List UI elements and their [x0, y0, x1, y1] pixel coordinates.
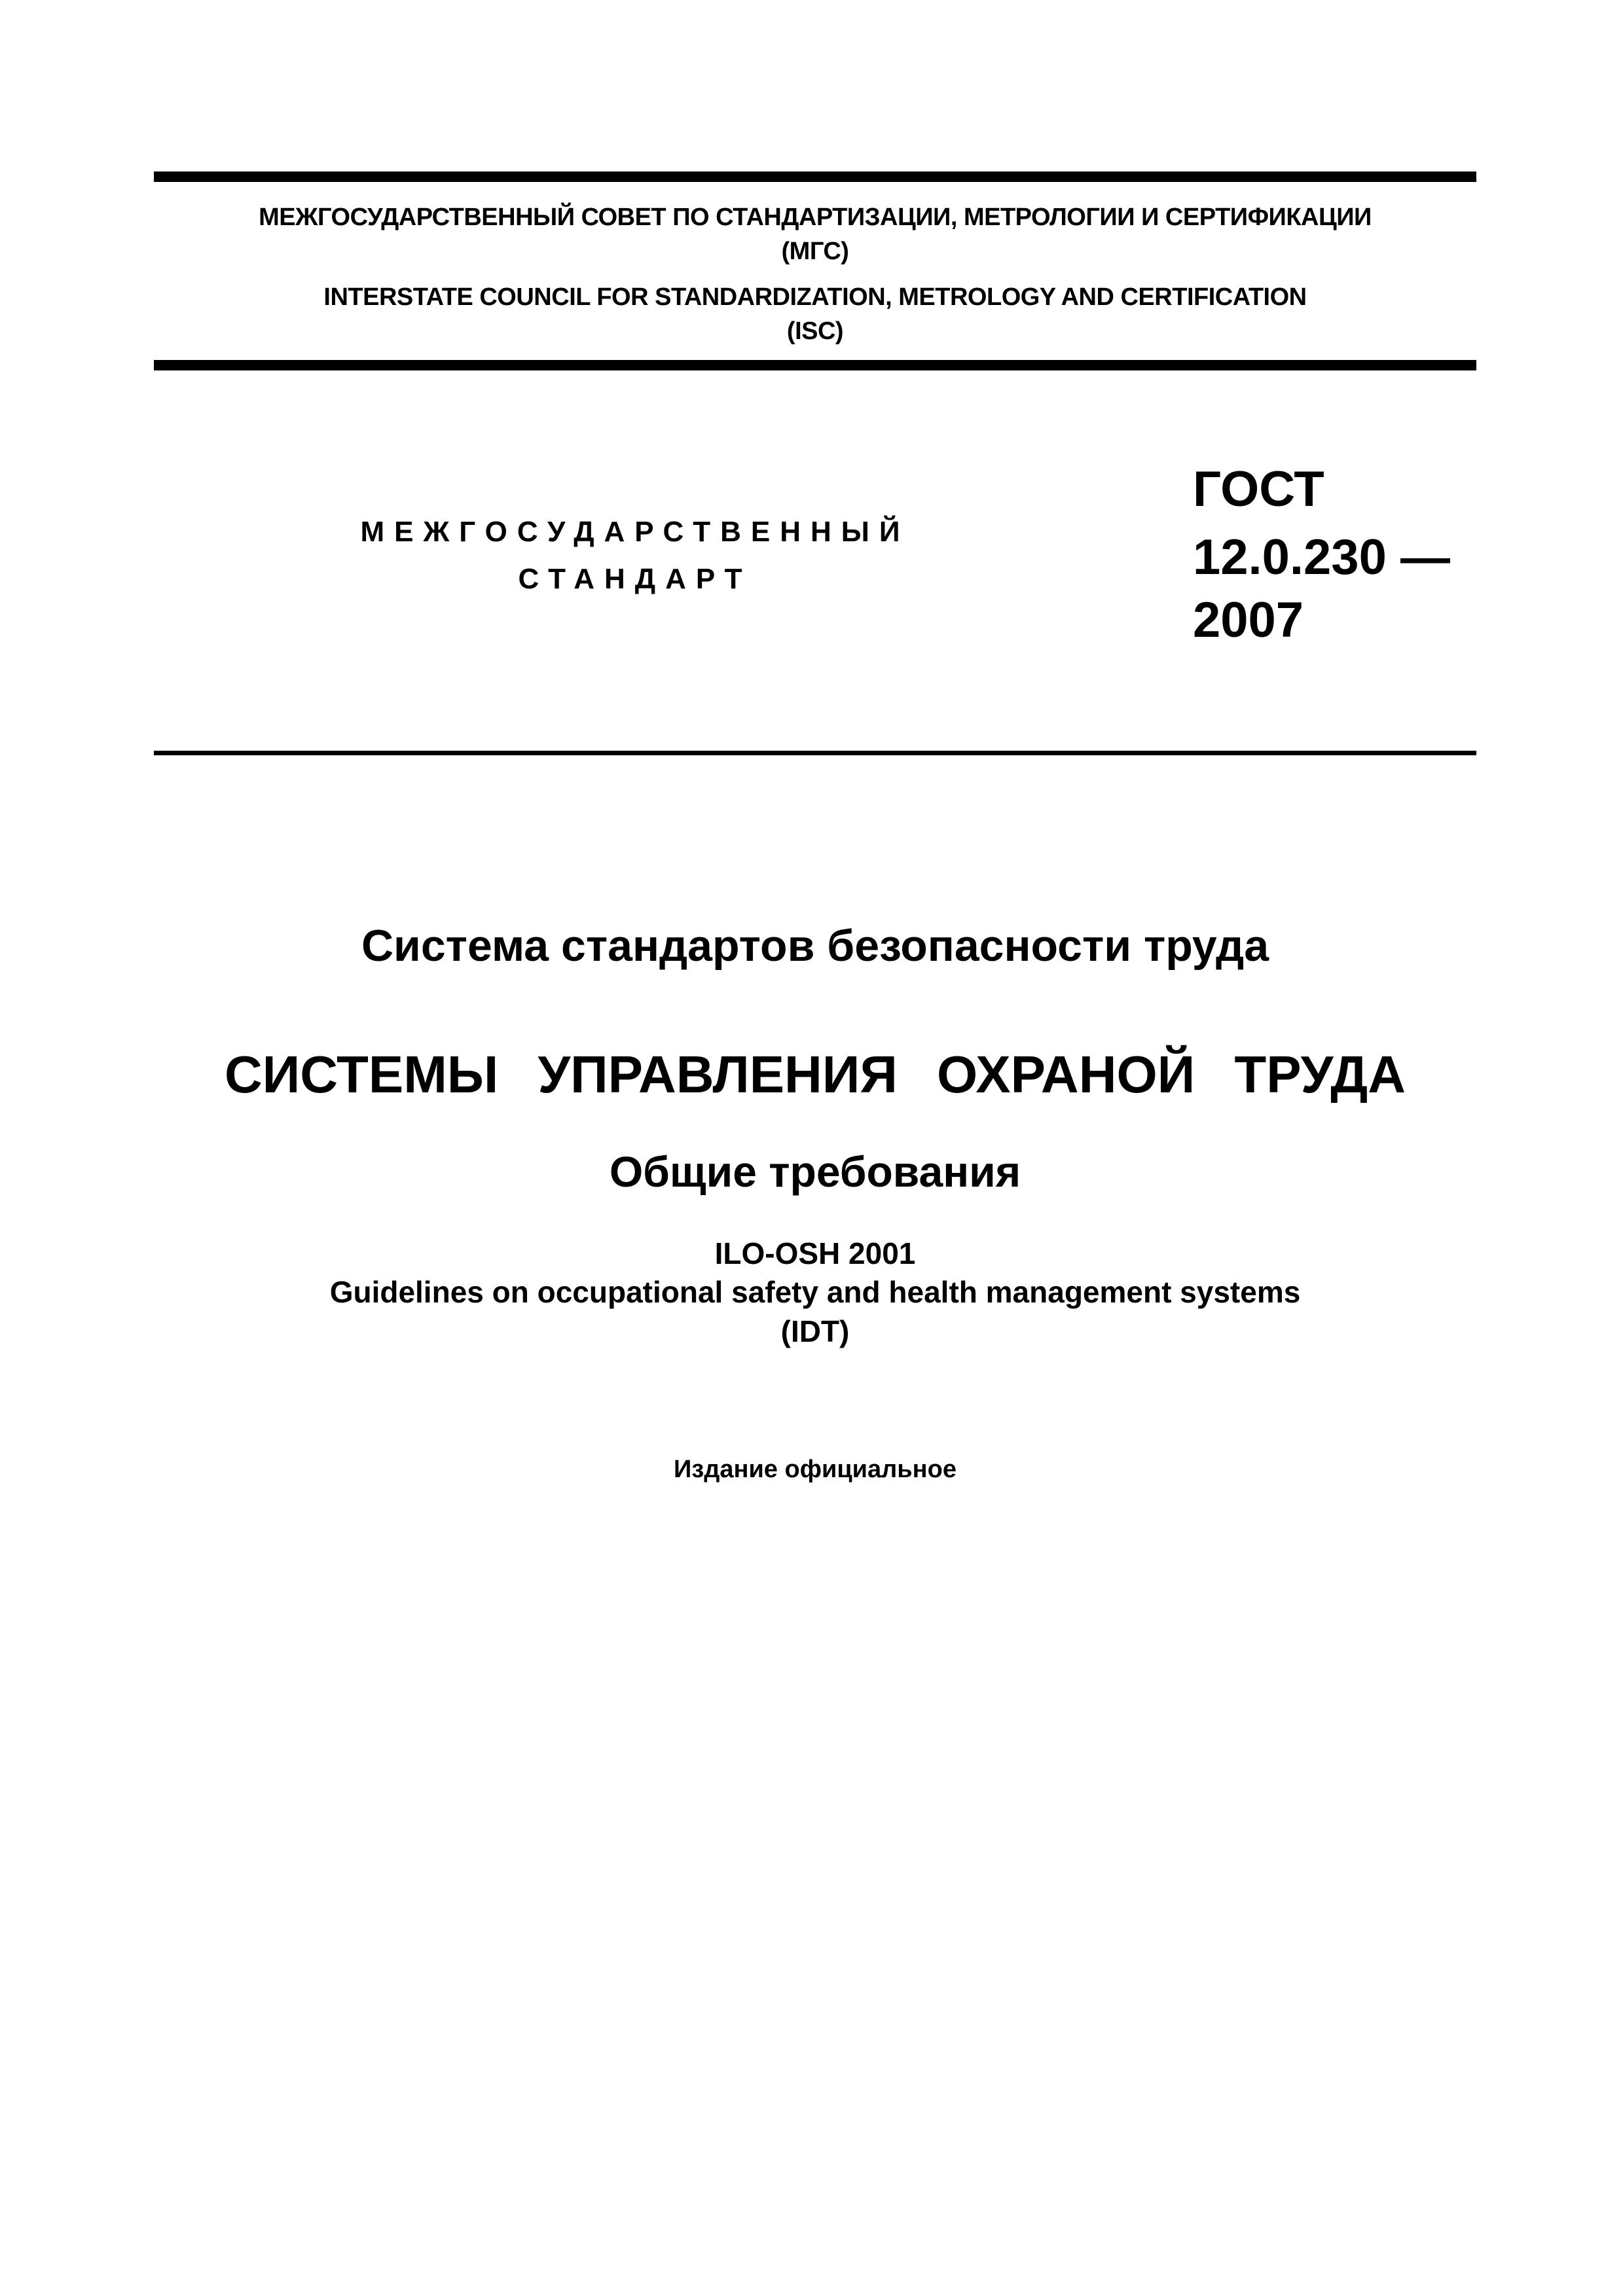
top-rule	[154, 171, 1476, 182]
council-name-ru: МЕЖГОСУДАРСТВЕННЫЙ СОВЕТ ПО СТАНДАРТИЗАЦИИ, МЕТРОЛОГИИ И СЕРТИФИКАЦИИ	[259, 204, 1372, 231]
main-title: СИСТЕМЫ УПРАВЛЕНИЯ ОХРАНОЙ ТРУДА	[224, 1045, 1406, 1103]
ilo-reference: ILO-OSH 2001	[714, 1236, 916, 1270]
council-abbr-en: (ISC)	[786, 317, 844, 345]
gost-number: 12.0.230 —	[1193, 529, 1450, 585]
gost-year: 2007	[1193, 592, 1304, 648]
header-bottom-rule	[154, 360, 1476, 370]
gost-label: ГОСТ	[1193, 461, 1324, 517]
standard-label: СТАНДАРТ	[518, 563, 752, 595]
council-abbr-ru: (МГС)	[781, 238, 849, 265]
council-name-en: INTERSTATE COUNCIL FOR STANDARDIZATION, METROLOGY AND CERTIFICATION	[323, 283, 1307, 311]
subtitle: Общие требования	[609, 1147, 1021, 1196]
ilo-equivalence: (IDT)	[780, 1314, 850, 1348]
edition-note: Издание официальное	[674, 1456, 957, 1483]
system-title: Система стандартов безопасности труда	[361, 921, 1269, 971]
interstate-label: МЕЖГОСУДАРСТВЕННЫЙ	[360, 516, 910, 548]
ilo-guidelines-title: Guidelines on occupational safety and health management systems	[329, 1275, 1301, 1309]
designation-rule	[154, 751, 1476, 755]
